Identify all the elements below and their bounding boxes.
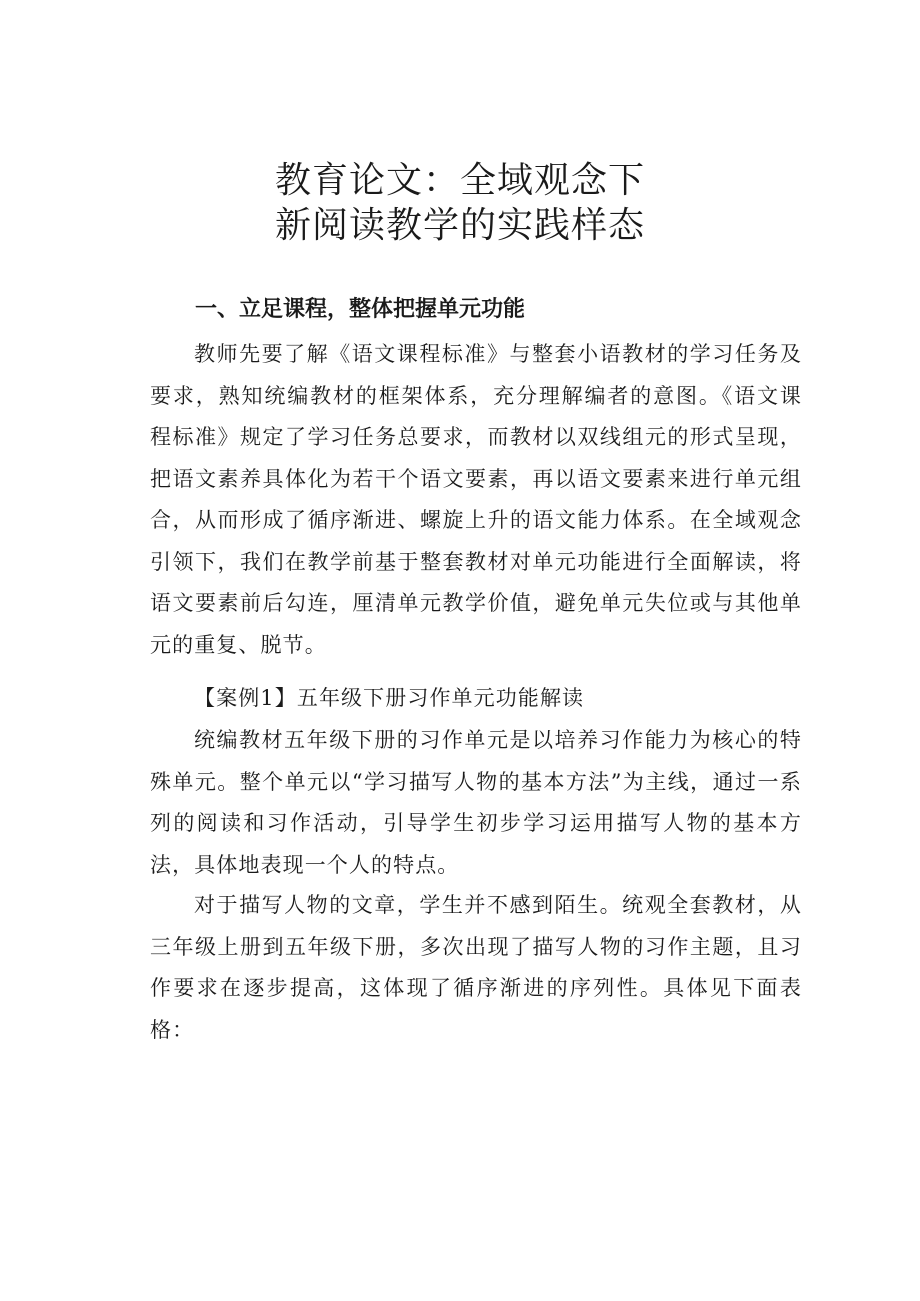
paragraph-writing-unit: 统编教材五年级下册的习作单元是以培养习作能力为核心的特殊单元。整个单元以“学习描写人物的基本方法”为主线，通过一系列的阅读和习作活动，引导学生初步学习运用描写人物的基本方法，具体地表现一个人的特点。 bbox=[150, 728, 802, 877]
case-label: 【案例1】五年级下册习作单元功能解读 bbox=[194, 686, 585, 710]
section-heading: 一、立足课程，整体把握单元功能 bbox=[195, 297, 526, 322]
paragraph-curriculum: 教师先要了解《语文课程标准》与整套小语教材的学习任务及要求，熟知统编教材的框架体系，充分理解编者的意图。《语文课程标准》规定了学习任务总要求，而教材以双线组元的形式呈现，把语文素养具体化为若干个语文要素，再以语文要素来进行单元组合，从而形成了循序渐进、螺旋上升的语文能力体系。在全域观念引领下，我们在教学前基于整套教材对单元功能进行全面解读，将语文要素前后勾连，厘清单元教学价值，避免单元失位或与其他单元的重复、脱节。 bbox=[150, 342, 802, 657]
paragraph-character-writing: 对于描写人物的文章，学生并不感到陌生。统观全套教材，从三年级上册到五年级下册，多次出现了描写人物的习作主题，且习作要求在逐步提高，这体现了循序渐进的序列性。具体见下面表格： bbox=[150, 893, 802, 1042]
document-title-line-2: 新阅读教学的实践样态 bbox=[274, 205, 645, 246]
document-title-line-1: 教育论文：全域观念下 bbox=[274, 160, 645, 201]
